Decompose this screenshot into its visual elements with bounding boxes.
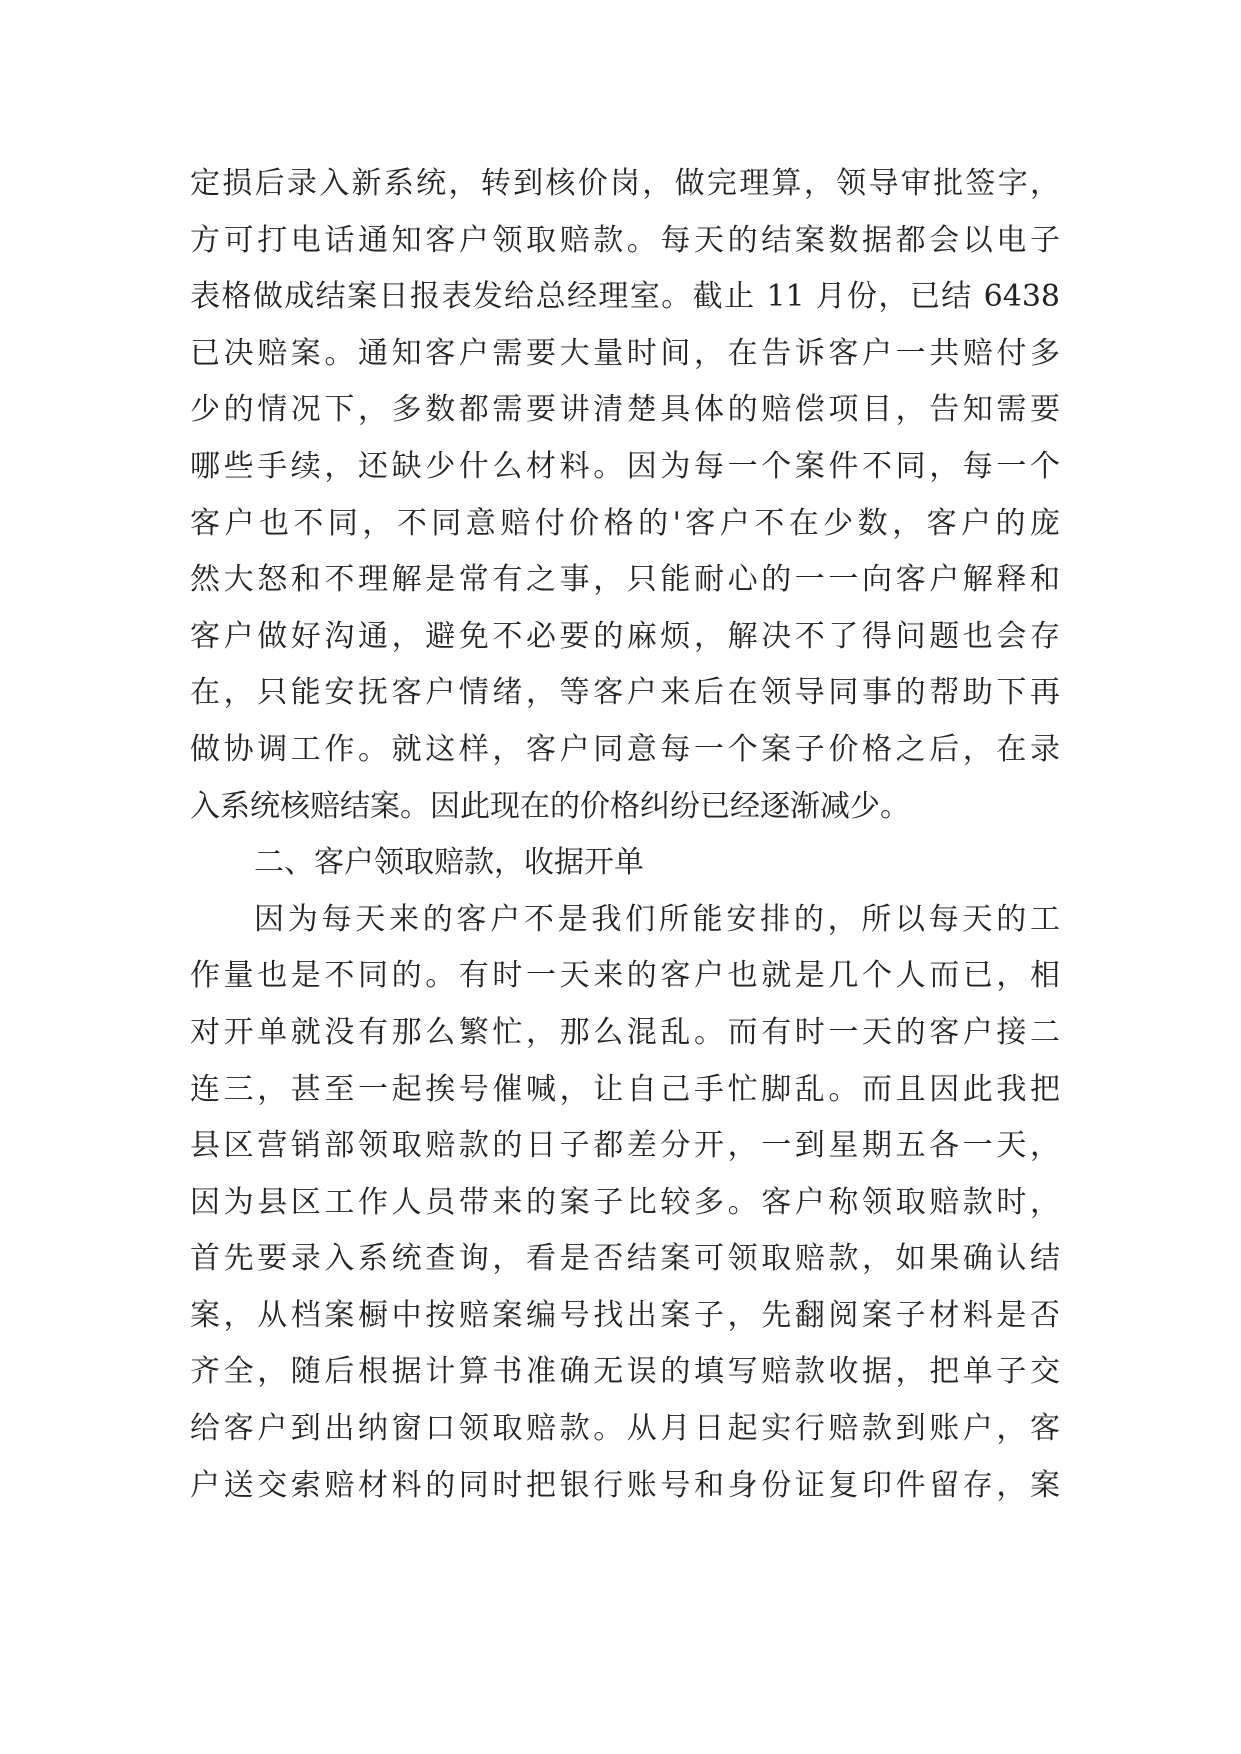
text-line: 首先要录入系统查询，看是否结案可领取赔款，如果确认结 bbox=[190, 1241, 1060, 1277]
text-line: 客户做好沟通，避免不必要的麻烦，解决不了得问题也会存 bbox=[190, 618, 1060, 654]
text-line: 做协调工作。就这样，客户同意每一个案子价格之后，在录 bbox=[190, 731, 1060, 767]
text-line: 案，从档案橱中按赔案编号找出案子，先翻阅案子材料是否 bbox=[190, 1297, 1060, 1333]
text-line: 连三，甚至一起挨号催喊，让自己手忙脚乱。而且因此我把 bbox=[190, 1071, 1060, 1107]
text-line: 对开单就没有那么繁忙，那么混乱。而有时一天的客户接二 bbox=[190, 1014, 1060, 1050]
text-line: 给客户到出纳窗口领取赔款。从月日起实行赔款到账户，客 bbox=[190, 1411, 1060, 1447]
text-line: 户送交索赔材料的同时把银行账号和身份证复印件留存，案 bbox=[190, 1467, 1060, 1503]
text-line: 因为县区工作人员带来的案子比较多。客户称领取赔款时， bbox=[190, 1184, 1060, 1220]
text-line: 入系统核赔结案。因此现在的价格纠纷已经逐渐减少。 bbox=[190, 788, 910, 824]
text-line: 齐全，随后根据计算书准确无误的填写赔款收据，把单子交 bbox=[190, 1354, 1060, 1390]
text-line: 客户也不同，不同意赔付价格的'客户不在少数，客户的庞 bbox=[190, 505, 1060, 541]
section-heading: 二、客户领取赔款，收据开单 bbox=[254, 845, 644, 881]
text-line: 方可打电话通知客户领取赔款。每天的结案数据都会以电子 bbox=[190, 222, 1060, 258]
text-line: 然大怒和不理解是常有之事，只能耐心的一一向客户解释和 bbox=[190, 562, 1060, 598]
text-line: 少的情况下，多数都需要讲清楚具体的赔偿项目，告知需要 bbox=[190, 392, 1060, 428]
text-line: 已决赔案。通知客户需要大量时间，在告诉客户一共赔付多 bbox=[190, 335, 1060, 371]
text-line: 定损后录入新系统，转到核价岗，做完理算，领导审批签字， bbox=[190, 166, 1060, 201]
text-line: 作量也是不同的。有时一天来的客户也就是几个人而已，相 bbox=[190, 958, 1060, 994]
text-line: 在，只能安抚客户情绪，等客户来后在领导同事的帮助下再 bbox=[190, 675, 1060, 711]
text-line: 哪些手续，还缺少什么材料。因为每一个案件不同，每一个 bbox=[190, 448, 1060, 484]
text-line: 县区营销部领取赔款的日子都差分开，一到星期五各一天， bbox=[190, 1128, 1060, 1164]
body-text bbox=[190, 156, 1060, 1514]
text-line: 表格做成结案日报表发给总经理室。截止 11 月份，已结 6438 bbox=[190, 279, 1060, 315]
text-line: 因为每天来的客户不是我们所能安排的，所以每天的工 bbox=[254, 901, 1060, 937]
